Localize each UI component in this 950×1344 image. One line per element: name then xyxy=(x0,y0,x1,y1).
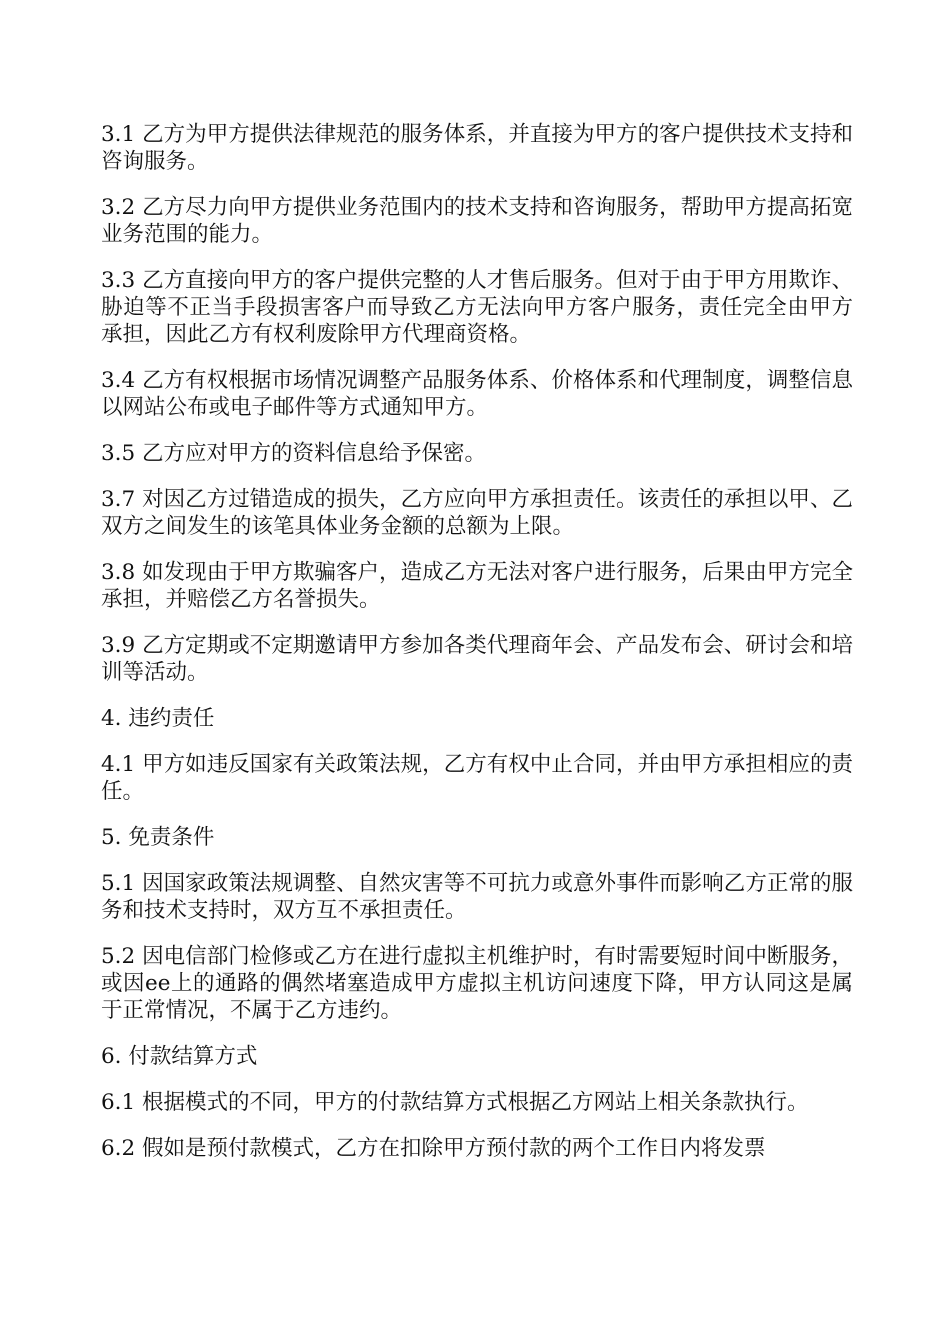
clause-4-1: 4.1 甲方如违反国家有关政策法规，乙方有权中止合同，并由甲方承担相应的责任。 xyxy=(101,752,853,804)
clause-5-2: 5.2 因电信部门检修或乙方在进行虚拟主机维护时，有时需要短时间中断服务，或因ee上的通路的偶然堵塞造成甲方虚拟主机访问速度下降，甲方认同这是属于正常情况，不属于乙方违约。 xyxy=(101,944,853,1023)
clause-6-2: 6.2 假如是预付款模式，乙方在扣除甲方预付款的两个工作日内将发票 xyxy=(101,1136,766,1161)
clause-3-4: 3.4 乙方有权根据市场情况调整产品服务体系、价格体系和代理制度，调整信息以网站公布或电子邮件等方式通知甲方。 xyxy=(101,368,853,420)
section-heading-6: 6. 付款结算方式 xyxy=(101,1044,258,1069)
clause-3-9: 3.9 乙方定期或不定期邀请甲方参加各类代理商年会、产品发布会、研讨会和培训等活动。 xyxy=(101,633,853,685)
clause-3-5: 3.5 乙方应对甲方的资料信息给予保密。 xyxy=(101,441,487,466)
clause-3-3: 3.3 乙方直接向甲方的客户提供完整的人才售后服务。但对于由于甲方用欺诈、胁迫等不正当手段损害客户而导致乙方无法向甲方客户服务，责任完全由甲方承担，因此乙方有权利废除甲方代理商资格。 xyxy=(101,268,853,347)
section-heading-5: 5. 免责条件 xyxy=(101,825,215,850)
clause-3-7: 3.7 对因乙方过错造成的损失，乙方应向甲方承担责任。该责任的承担以甲、乙双方之间发生的该笔具体业务金额的总额为上限。 xyxy=(101,487,853,539)
document-body xyxy=(101,121,853,1181)
section-heading-4: 4. 违约责任 xyxy=(101,706,215,731)
clause-6-1: 6.1 根据模式的不同，甲方的付款结算方式根据乙方网站上相关条款执行。 xyxy=(101,1090,809,1115)
clause-3-8: 3.8 如发现由于甲方欺骗客户，造成乙方无法对客户进行服务，后果由甲方完全承担，并赔偿乙方名誉损失。 xyxy=(101,560,853,612)
clause-3-1: 3.1 乙方为甲方提供法律规范的服务体系，并直接为甲方的客户提供技术支持和咨询服务。 xyxy=(101,122,853,174)
clause-3-2: 3.2 乙方尽力向甲方提供业务范围内的技术支持和咨询服务，帮助甲方提高拓宽业务范围的能力。 xyxy=(101,195,853,247)
clause-5-1: 5.1 因国家政策法规调整、自然灾害等不可抗力或意外事件而影响乙方正常的服务和技术支持时，双方互不承担责任。 xyxy=(101,871,853,923)
